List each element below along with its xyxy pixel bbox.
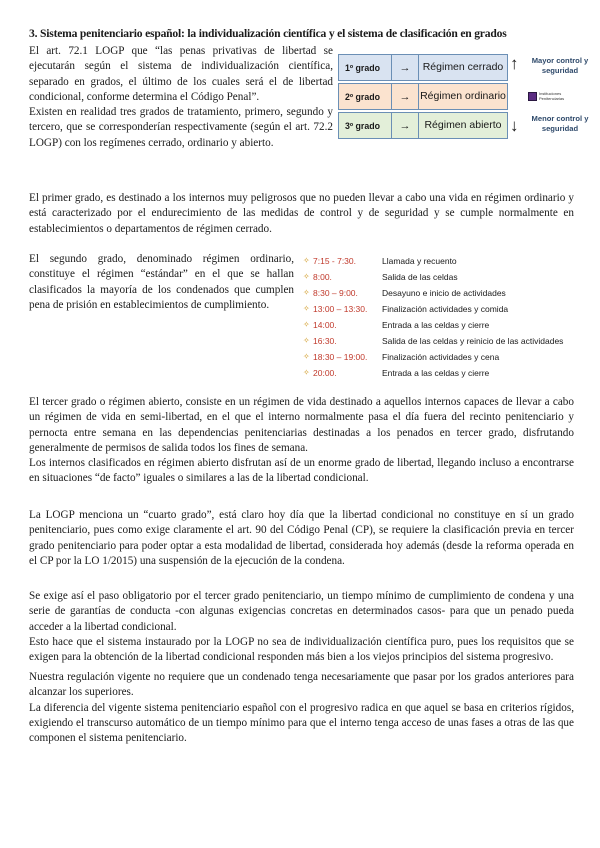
grade-row-2 (338, 83, 508, 110)
schedule-item (303, 336, 593, 350)
schedule-item (303, 288, 593, 302)
schedule-item (303, 368, 593, 382)
grade-label: 1º grado (338, 54, 392, 81)
progressive-text-1: Se exige así el paso obligatorio por el tercer grado penitenciario, un tiempo mínimo de cumplimiento de condena y una serie de garantías de conducta -con algunas exigencias concretas en determinados casos- para que un penado pueda acceder a la libertad condicional. (29, 590, 574, 633)
grade-row-1 (338, 54, 508, 81)
regulation-text-2: La diferencia del vigente sistema penitenciario español con el progresivo radica en que aquel se basa en criterios rígidos, exigiendo el transcurso automático de un tiempo mínimo para que el interno tenga acceso de unas fases a otras de las que componen el sistema penitenciario. (29, 701, 574, 745)
schedule-item (303, 352, 593, 366)
schedule-activity: Llamada y recuento (382, 256, 457, 266)
section-heading: 3. Sistema penitenciario español: la individualización científica y el sistema de clasificación en grados (29, 27, 507, 40)
second-grade-paragraph: El segundo grado, denominado régimen ordinario, constituye el régimen “estándar” en el que se hallan clasificados la mayoría de los condenados que cumplen pena de prisión en establecimientos de cumplimiento. (29, 253, 294, 311)
fourth-grade-paragraph: La LOGP menciona un “cuarto grado”, está claro hoy día que la libertad condicional no constituye en sí un grado penitenciario, pues como exige claramente el art. 90 del Código Penal (CP), se requiere la clasificación previa en tercer grado penitenciario para poder optar a esta modalidad de libertad, considerada hoy además (desde la reforma operada en el CP por la LO 1/2015) una suspensión de la ejecución de la condena. (29, 509, 574, 567)
logo-text: Instituciones Penitenciarias (539, 91, 565, 101)
institution-logo (528, 92, 571, 101)
schedule-time: 7:15 - 7:30. (313, 256, 357, 266)
schedule-activity: Desayuno e inicio de actividades (382, 288, 506, 298)
right-arrow-icon: → (391, 83, 419, 110)
schedule-time: 20:00. (313, 368, 337, 378)
top-control-note (510, 54, 589, 84)
regime-label (418, 112, 508, 139)
progressive-text-2: Esto hace que el sistema instaurado por la LOGP no sea de individualización científica puro, pues los requisitos que se exigen para la obtención de la libertad condicional responden más bien a los viejos principios del sistema progresivo. (29, 635, 574, 664)
down-arrow-icon: ↓ (510, 116, 519, 135)
regulation-paragraph (29, 670, 574, 746)
grade-label: 2º grado (338, 83, 392, 110)
grade-label: 3º grado (338, 112, 392, 139)
prison-logo-icon (528, 92, 537, 101)
right-arrow-icon: → (391, 54, 419, 81)
grade-row-3 (338, 112, 508, 139)
schedule-activity: Entrada a las celdas y cierre (382, 320, 490, 330)
regime-text: Régimen abierto (424, 119, 502, 131)
bullet-star-icon: ✧ (303, 320, 310, 329)
intro-sentence-2: Existen en realidad tres grados de tratamiento, primero, segundo y tercero, que se corresponderían respectivamente (según el art. 72.2 LOGP) con los regímenes cerrado, ordinario y abierto. (29, 106, 333, 149)
bullet-star-icon: ✧ (303, 368, 310, 377)
first-grade-paragraph: El primer grado, es destinado a los internos muy peligrosos que no pueden llevar a cabo una vida en régimen ordinario y está caracterizado por el endurecimiento de las medidas de control y de seguridad y se cumple normalmente en establecimientos o departamentos de régimen cerrado. (29, 192, 574, 235)
regime-label (418, 54, 508, 81)
schedule-activity: Finalización actividades y cena (382, 352, 500, 362)
up-arrow-icon: ↑ (510, 54, 519, 73)
schedule-time: 8:00. (313, 272, 332, 282)
third-grade-paragraph (29, 395, 574, 487)
intro-paragraph (29, 44, 333, 151)
schedule-time: 16:30. (313, 336, 337, 346)
schedule-activity: Entrada a las celdas y cierre (382, 368, 490, 378)
schedule-activity: Salida de las celdas (382, 272, 458, 282)
bullet-star-icon: ✧ (303, 256, 310, 265)
regime-text: Régimen cerrado (422, 61, 504, 73)
progressive-system-paragraph (29, 589, 574, 665)
regime-text: Régimen ordinario (420, 90, 506, 102)
more-control-label: Mayor control y seguridad (531, 56, 589, 75)
schedule-time: 8:30 – 9:00. (313, 288, 358, 298)
intro-sentence-1: El art. 72.1 LOGP que “las penas privativas de libertad se ejecutarán según el sistema de individualización científica, separado en grados, el último de los cuales será el de libertad condicional, conforme determina el Código Penal”. (29, 45, 333, 103)
schedule-activity: Finalización actividades y comida (382, 304, 509, 314)
bullet-star-icon: ✧ (303, 352, 310, 361)
schedule-activity: Salida de las celdas y reinicio de las actividades (382, 336, 564, 346)
bullet-star-icon: ✧ (303, 304, 310, 313)
bullet-star-icon: ✧ (303, 336, 310, 345)
schedule-time: 13:00 – 13:30. (313, 304, 368, 314)
less-control-label: Menor control y seguridad (531, 114, 589, 133)
schedule-item (303, 304, 593, 318)
schedule-time: 18:30 – 19:00. (313, 352, 368, 362)
regime-label (418, 83, 508, 110)
bullet-star-icon: ✧ (303, 272, 310, 281)
third-grade-text-1: El tercer grado o régimen abierto, consiste en un régimen de vida destinado a aquellos internos capaces de llevar a cabo un régimen de vida en semi-libertad, en el que el interno normalmente pasa el día fuera del recinto penitenciario y pernocta entre semana en las dependencias penitenciarias destinadas a los penados en tercer grado, disfrutando generalmente de permisos de salida todos los fines de semana. (29, 396, 574, 454)
grades-table (338, 54, 589, 138)
schedule-item (303, 256, 593, 270)
schedule-item (303, 320, 593, 334)
regulation-text-1: Nuestra regulación vigente no requiere que un condenado tenga necesariamente que pasar por los grados anteriores para alcanzar los superiores. (29, 671, 574, 699)
bottom-control-note (510, 112, 589, 140)
schedule-time: 14:00. (313, 320, 337, 330)
third-grade-text-2: Los internos clasificados en régimen abierto disfrutan así de un enorme grado de libertad, llegando incluso a encontrarse en situaciones “de facto” iguales o similares a las de la libertad condicional. (29, 457, 574, 485)
schedule-item (303, 272, 593, 286)
right-arrow-icon: → (391, 112, 419, 139)
bullet-star-icon: ✧ (303, 288, 310, 297)
